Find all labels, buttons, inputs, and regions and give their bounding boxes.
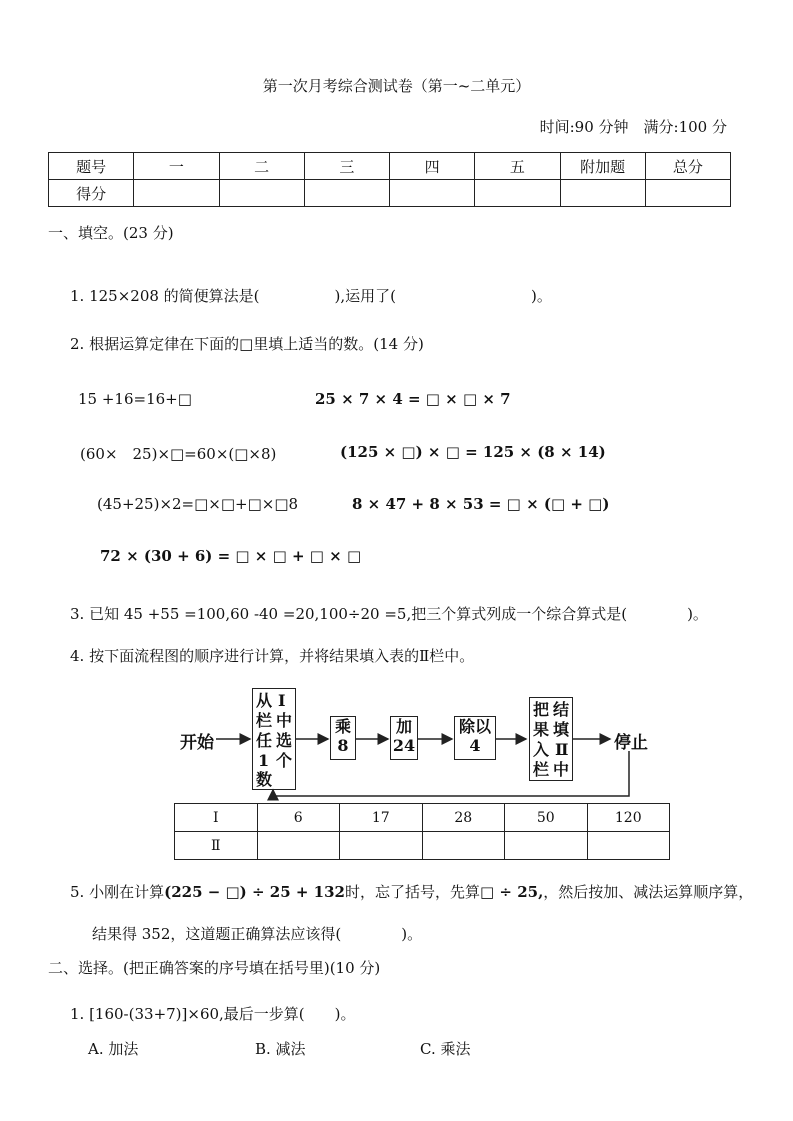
flow-box-char: 任 — [256, 731, 273, 750]
flow-box-text: 24 — [392, 736, 416, 755]
flow-box-char: Ⅰ — [278, 691, 286, 710]
flow-box-text: 乘 — [334, 717, 351, 736]
equation: 8 × 47 + 8 × 53 = □ × (□ + □) — [352, 495, 610, 513]
flow-box-char: 1 — [258, 751, 270, 770]
flow-box-text: 加 — [395, 717, 412, 736]
flow-box-divide — [454, 716, 496, 760]
section2-heading: 二、选择。(把正确答案的序号填在括号里)(10 分) — [48, 959, 381, 977]
header-cell: 五 — [475, 153, 560, 180]
table-row — [175, 804, 670, 832]
option-b[interactable]: B. 减法 — [255, 1040, 306, 1058]
question-5 — [70, 881, 753, 902]
flow-box-char: 中 — [276, 711, 293, 730]
header-cell: 三 — [304, 153, 389, 180]
flow-box-char: 从 — [256, 691, 273, 710]
q5-text: 时，忘了括号，先算 — [345, 883, 481, 901]
flow-start: 开始 — [180, 733, 214, 753]
flow-box-text: 8 — [337, 736, 349, 755]
q5-text: ，然后按加、减法运算顺序算， — [543, 883, 754, 901]
header-cell: 四 — [390, 153, 475, 180]
flow-box-char: 结 — [553, 700, 570, 719]
section1-heading: 一、填空。(23 分) — [48, 224, 174, 242]
row-label: 得分 — [49, 180, 134, 207]
flow-box-char: 把 — [533, 700, 550, 719]
answer-cell[interactable] — [340, 832, 423, 860]
table-cell: Ⅱ — [175, 832, 258, 860]
answer-cell[interactable] — [505, 832, 588, 860]
question-4: 4. 按下面流程图的顺序进行计算，并将结果填入表的Ⅱ栏中。 — [70, 647, 475, 665]
q5-expression: □ ÷ 25, — [480, 883, 544, 901]
flow-box-char: 入 — [533, 740, 550, 759]
answer-cell[interactable] — [587, 832, 670, 860]
flow-box-char: 栏 — [256, 711, 273, 730]
flow-box-text: 除以 — [458, 717, 491, 736]
flow-box-char: 中 — [553, 760, 570, 779]
header-cell: 一 — [134, 153, 219, 180]
exam-meta: 时间:90 分钟 满分:100 分 — [539, 118, 727, 136]
flow-box-add — [390, 716, 418, 760]
table-cell: 120 — [587, 804, 670, 832]
choice-question-1: 1. [160-(33+7)]×60,最后一步算( )。 — [70, 1005, 356, 1023]
equation: 25 × 7 × 4 = □ × □ × 7 — [315, 390, 511, 408]
table-row — [175, 832, 670, 860]
equation: 72 × (30 + 6) = □ × □ + □ × □ — [100, 547, 362, 565]
flow-stop: 停止 — [614, 733, 648, 753]
equation: 15 +16=16+□ — [78, 390, 192, 408]
flow-box-char: 选 — [276, 731, 293, 750]
equation: (125 × □) × □ = 125 × (8 × 14) — [340, 443, 606, 461]
answer-cell[interactable] — [422, 832, 505, 860]
question-3: 3. 已知 45 +55 =100,60 -40 =20,100÷20 =5,把三个算式列成一个综合算式是( )。 — [70, 605, 708, 623]
flow-box-fill — [529, 697, 573, 781]
flow-box-text: 4 — [469, 736, 481, 755]
header-cell: 题号 — [49, 153, 134, 180]
question-5-line2: 结果得 352，这道题正确算法应该得( )。 — [92, 925, 423, 943]
option-a[interactable]: A. 加法 — [88, 1040, 139, 1058]
flow-box-char: 数 — [256, 770, 273, 789]
q5-expression: (225 − □) ÷ 25 + 132 — [164, 883, 345, 901]
q5-text: 5. 小刚在计算 — [70, 883, 165, 901]
equation: (60× 25)×□=60×(□×8) — [80, 445, 277, 463]
option-c[interactable]: C. 乘法 — [420, 1040, 471, 1058]
flow-box-char: 栏 — [533, 760, 550, 779]
equation: (45+25)×2=□×□+□×□8 — [97, 495, 299, 513]
page-title: 第一次月考综合测试卷（第一~二单元） — [262, 77, 531, 95]
flow-box-char: 填 — [553, 720, 570, 739]
table-cell: 6 — [257, 804, 340, 832]
flow-box-char: 果 — [533, 720, 550, 739]
flow-box-char: Ⅱ — [555, 740, 569, 759]
table-cell: Ⅰ — [175, 804, 258, 832]
answer-cell[interactable] — [257, 832, 340, 860]
flow-box-char: 个 — [276, 751, 293, 770]
header-cell: 二 — [219, 153, 304, 180]
io-table — [174, 803, 670, 860]
flow-box-multiply — [330, 716, 356, 760]
table-cell: 50 — [505, 804, 588, 832]
header-cell: 附加题 — [560, 153, 645, 180]
table-cell: 17 — [340, 804, 423, 832]
flow-box-select — [252, 688, 296, 790]
question-1: 1. 125×208 的简便算法是( ),运用了( )。 — [70, 287, 552, 305]
header-cell: 总分 — [645, 153, 730, 180]
table-cell: 28 — [422, 804, 505, 832]
question-2: 2. 根据运算定律在下面的□里填上适当的数。(14 分) — [70, 335, 424, 353]
